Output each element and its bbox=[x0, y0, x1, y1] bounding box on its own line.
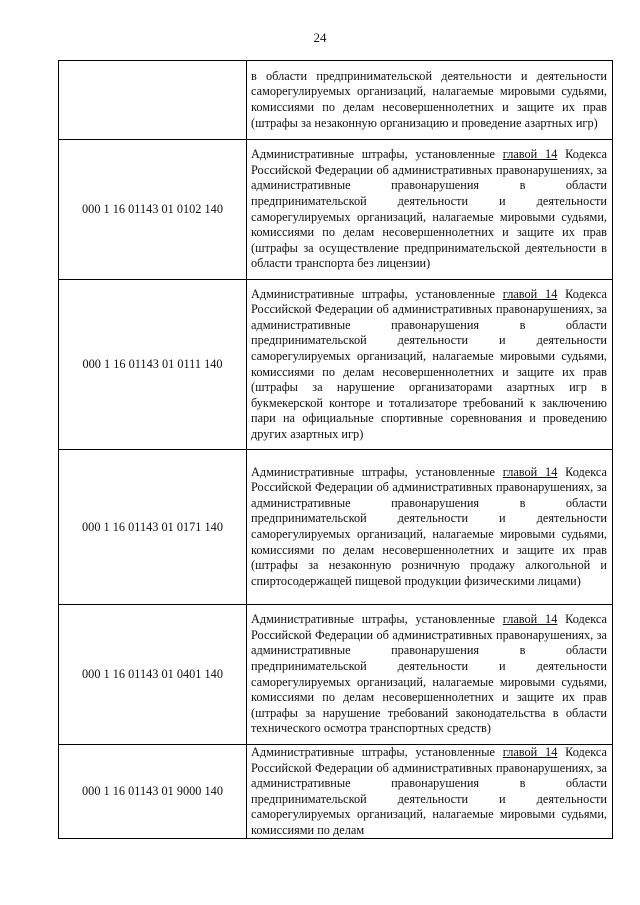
table-row bbox=[59, 605, 613, 745]
page-number: 24 bbox=[313, 30, 327, 45]
chapter-link[interactable]: главой 14 bbox=[502, 612, 558, 627]
description-text: Кодекса Российской Федерации об административных правонарушениях, за административные правонарушения в области предпринимательской деятельности и деятельности саморегулируемых организаций, налагаемые мировыми судьями, комиссиями по делам несовершеннолетних и защите их прав (штрафы за нарушение требований законодательства в области технического осмотра транспортных средств) bbox=[251, 612, 608, 736]
description-text: Кодекса Российской Федерации об административных правонарушениях, за административные правонарушения в области предпринимательской деятельности и деятельности саморегулируемых организаций, налагаемые мировыми судьями, комиссиями по делам несовершеннолетних и защите их прав (штрафы за осуществление предпринимательской деятельности в области транспорта без лицензии) bbox=[251, 147, 608, 271]
description-text: Кодекса Российской Федерации об административных правонарушениях, за административные правонарушения в области предпринимательской деятельности и деятельности саморегулируемых организаций, налагаемые мировыми судьями, комиссиями по делам bbox=[251, 745, 608, 837]
table-row bbox=[59, 745, 613, 839]
description-text: Кодекса Российской Федерации об административных правонарушениях, за административные правонарушения в области предпринимательской деятельности и деятельности саморегулируемых организаций, налагаемые мировыми судьями, комиссиями по делам несовершеннолетних и защите их прав (штрафы за незаконную розничную продажу алкогольной и спиртосодержащей пищевой продукции физическими лицами) bbox=[251, 464, 608, 588]
code-cell: 000 1 16 01143 01 0401 140 bbox=[59, 605, 247, 745]
table-row bbox=[59, 280, 613, 450]
code-cell: 000 1 16 01143 01 0111 140 bbox=[59, 280, 247, 450]
chapter-link[interactable]: главой 14 bbox=[502, 745, 558, 759]
description-cell bbox=[247, 140, 613, 280]
chapter-link[interactable]: главой 14 bbox=[502, 286, 558, 301]
description-text: Административные штрафы, установленные bbox=[251, 464, 503, 479]
description-cell bbox=[247, 61, 613, 140]
budget-codes-table bbox=[58, 60, 613, 839]
description-cell bbox=[247, 745, 613, 839]
chapter-link[interactable]: главой 14 bbox=[502, 464, 558, 479]
description-text: в области предпринимательской деятельности и деятельности саморегулируемых организаций, налагаемые мировыми судьями, комиссиями по делам несовершеннолетних и защите их прав (штрафы за незаконную организацию и проведение азартных игр) bbox=[251, 68, 607, 130]
table-row bbox=[59, 61, 613, 140]
code-cell: 000 1 16 01143 01 0171 140 bbox=[59, 450, 247, 605]
description-text: Административные штрафы, установленные bbox=[251, 286, 503, 301]
code-cell bbox=[59, 61, 247, 140]
description-text: Административные штрафы, установленные bbox=[251, 612, 503, 627]
description-cell bbox=[247, 450, 613, 605]
description-cell bbox=[247, 605, 613, 745]
description-text: Кодекса Российской Федерации об административных правонарушениях, за административные правонарушения в области предпринимательской деятельности и деятельности саморегулируемых организаций, налагаемые мировыми судьями, комиссиями по делам несовершеннолетних и защите их прав (штрафы за нарушение организаторами азартных игр в букмекерской конторе и тотализаторе требований к заключению пари на официальные спортивные соревнования и проведению других азартных игр) bbox=[251, 286, 608, 441]
table-row bbox=[59, 450, 613, 605]
table-row bbox=[59, 140, 613, 280]
description-text: Административные штрафы, установленные bbox=[251, 147, 503, 162]
chapter-link[interactable]: главой 14 bbox=[502, 147, 558, 162]
description-cell bbox=[247, 280, 613, 450]
description-text: Административные штрафы, установленные bbox=[251, 745, 503, 759]
code-cell: 000 1 16 01143 01 9000 140 bbox=[59, 745, 247, 839]
code-cell: 000 1 16 01143 01 0102 140 bbox=[59, 140, 247, 280]
